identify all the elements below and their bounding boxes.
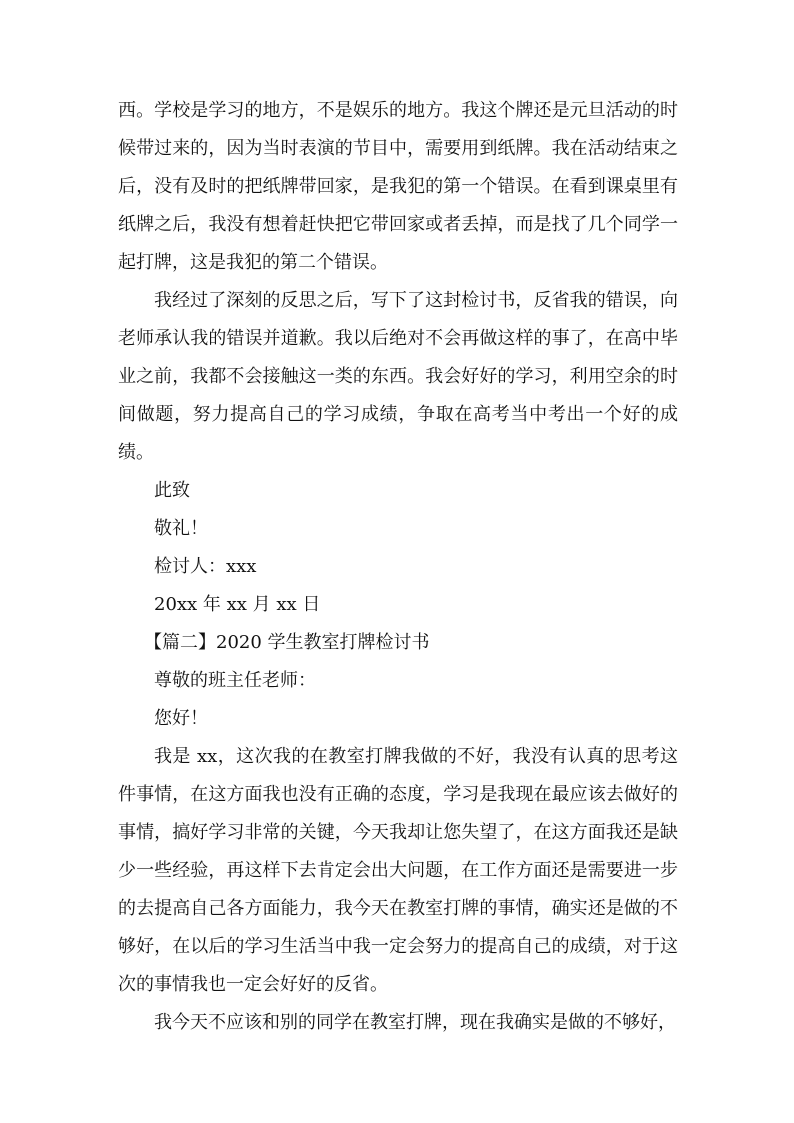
salutation-line: 尊敬的班主任老师： xyxy=(154,670,316,691)
body-paragraph-2: 我经过了深刻的反思之后，写下了这封检讨书，反省我的错误，向老师承认我的错误并道歉。我以后绝对不会再做这样的事了，在高中毕业之前，我都不会接触这一类的东西。我会好好的学习，利用空余的时间做题，努力提高自己的学习成绩，争取在高考当中考出一个好的成绩。 xyxy=(118,290,678,463)
body-paragraph-4: 我今天不应该和别的同学在教室打牌，现在我确实是做的不够好， xyxy=(154,1012,676,1033)
signer-line: 检讨人：xxx xyxy=(154,556,257,577)
date-line: 20xx 年 xx 月 xx 日 xyxy=(154,594,321,615)
body-paragraph-3: 我是 xx，这次我的在教室打牌我做的不好，我没有认真的思考这件事情，在这方面我也没有正确的态度，学习是我现在最应该去做好的事情，搞好学习非常的关键，今天我却让您失望了，在这方面我还是缺少一些经验，再这样下去肯定会出大问题，在工作方面还是需要进一步的去提高自己各方面能力，我今天在教室打牌的事情，确实还是做的不够好，在以后的学习生活当中我一定会努力的提高自己的成绩，对于这次的事情我也一定会好好的反省。 xyxy=(118,746,678,995)
section-title: 【篇二】2020 学生教室打牌检讨书 xyxy=(144,632,430,653)
greeting-line: 您好！ xyxy=(154,708,208,729)
closing-line-1: 此致 xyxy=(154,480,190,501)
document-body xyxy=(118,92,678,1042)
closing-line-2: 敬礼！ xyxy=(154,518,208,539)
body-paragraph-1: 西。学校是学习的地方，不是娱乐的地方。我这个牌还是元旦活动的时候带过来的，因为当时表演的节目中，需要用到纸牌。我在活动结束之后，没有及时的把纸牌带回家，是我犯的第一个错误。在看到课桌里有纸牌之后，我没有想着赶快把它带回家或者丢掉，而是找了几个同学一起打牌，这是我犯的第二个错误。 xyxy=(118,100,678,273)
